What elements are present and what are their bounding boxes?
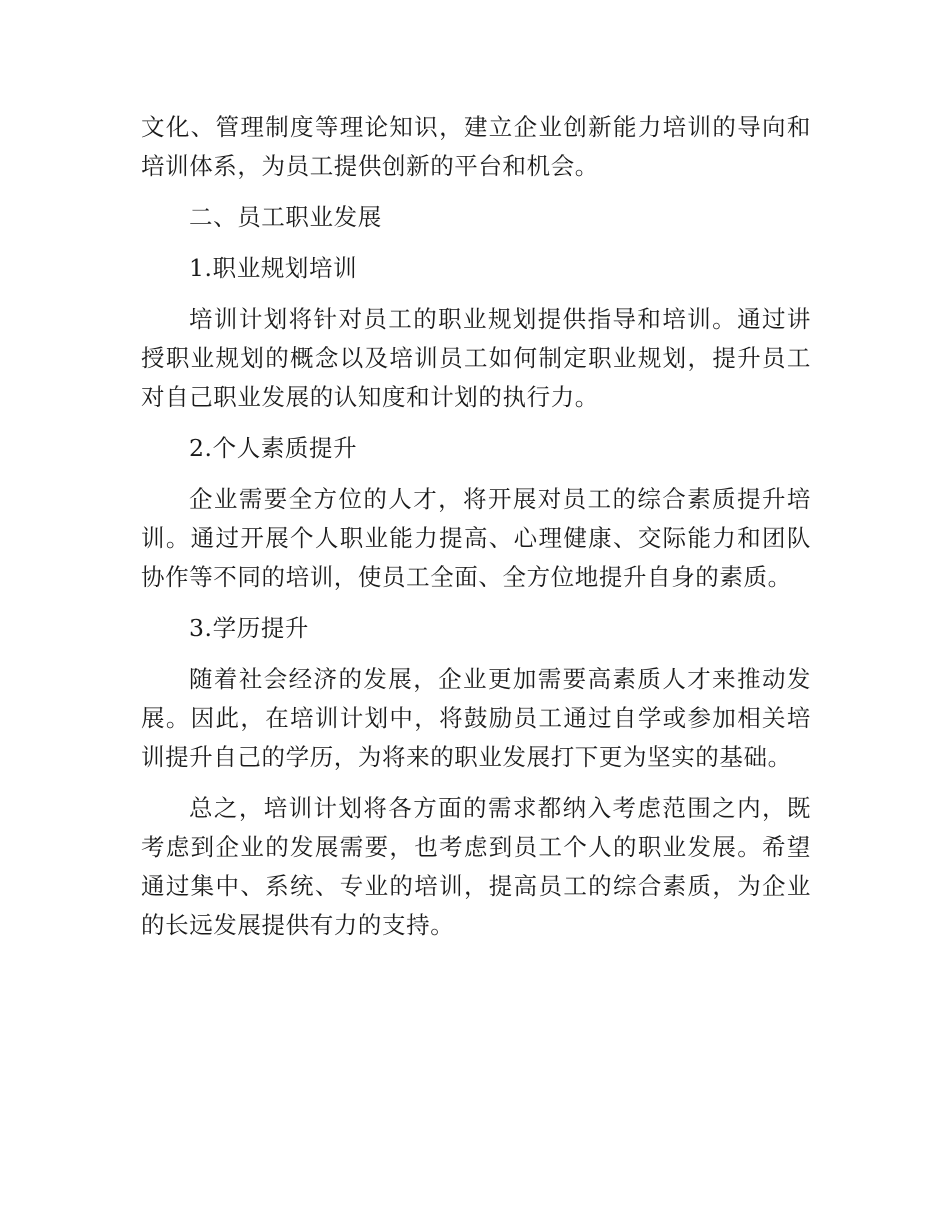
section-heading-career-development: 二、员工职业发展	[189, 203, 382, 231]
subheading-career-planning: 1.职业规划培训	[189, 254, 358, 282]
document-body	[141, 108, 811, 945]
subheading-personal-quality: 2.个人素质提升	[189, 434, 358, 462]
paragraph-conclusion: 总之，培训计划将各方面的需求都纳入考虑范围之内，既考虑到企业的发展需要，也考虑到员工个人的职业发展。希望通过集中、系统、专业的培训，提高员工的综合素质，为企业的长远发展提供有力的支持。	[141, 794, 811, 939]
paragraph-career-planning: 培训计划将针对员工的职业规划提供指导和培训。通过讲授职业规划的概念以及培训员工如何制定职业规划，提升员工对自己职业发展的认知度和计划的执行力。	[141, 305, 811, 411]
paragraph-personal-quality: 企业需要全方位的人才，将开展对员工的综合素质提升培训。通过开展个人职业能力提高、心理健康、交际能力和团队协作等不同的培训，使员工全面、全方位地提升自身的素质。	[141, 485, 811, 591]
subheading-education: 3.学历提升	[189, 614, 310, 642]
paragraph-education: 随着社会经济的发展，企业更加需要高素质人才来推动发展。因此，在培训计划中，将鼓励员工通过自学或参加相关培训提升自己的学历，为将来的职业发展打下更为坚实的基础。	[141, 665, 811, 771]
paragraph-continuation: 文化、管理制度等理论知识，建立企业创新能力培训的导向和培训体系，为员工提供创新的平台和机会。	[141, 113, 811, 180]
